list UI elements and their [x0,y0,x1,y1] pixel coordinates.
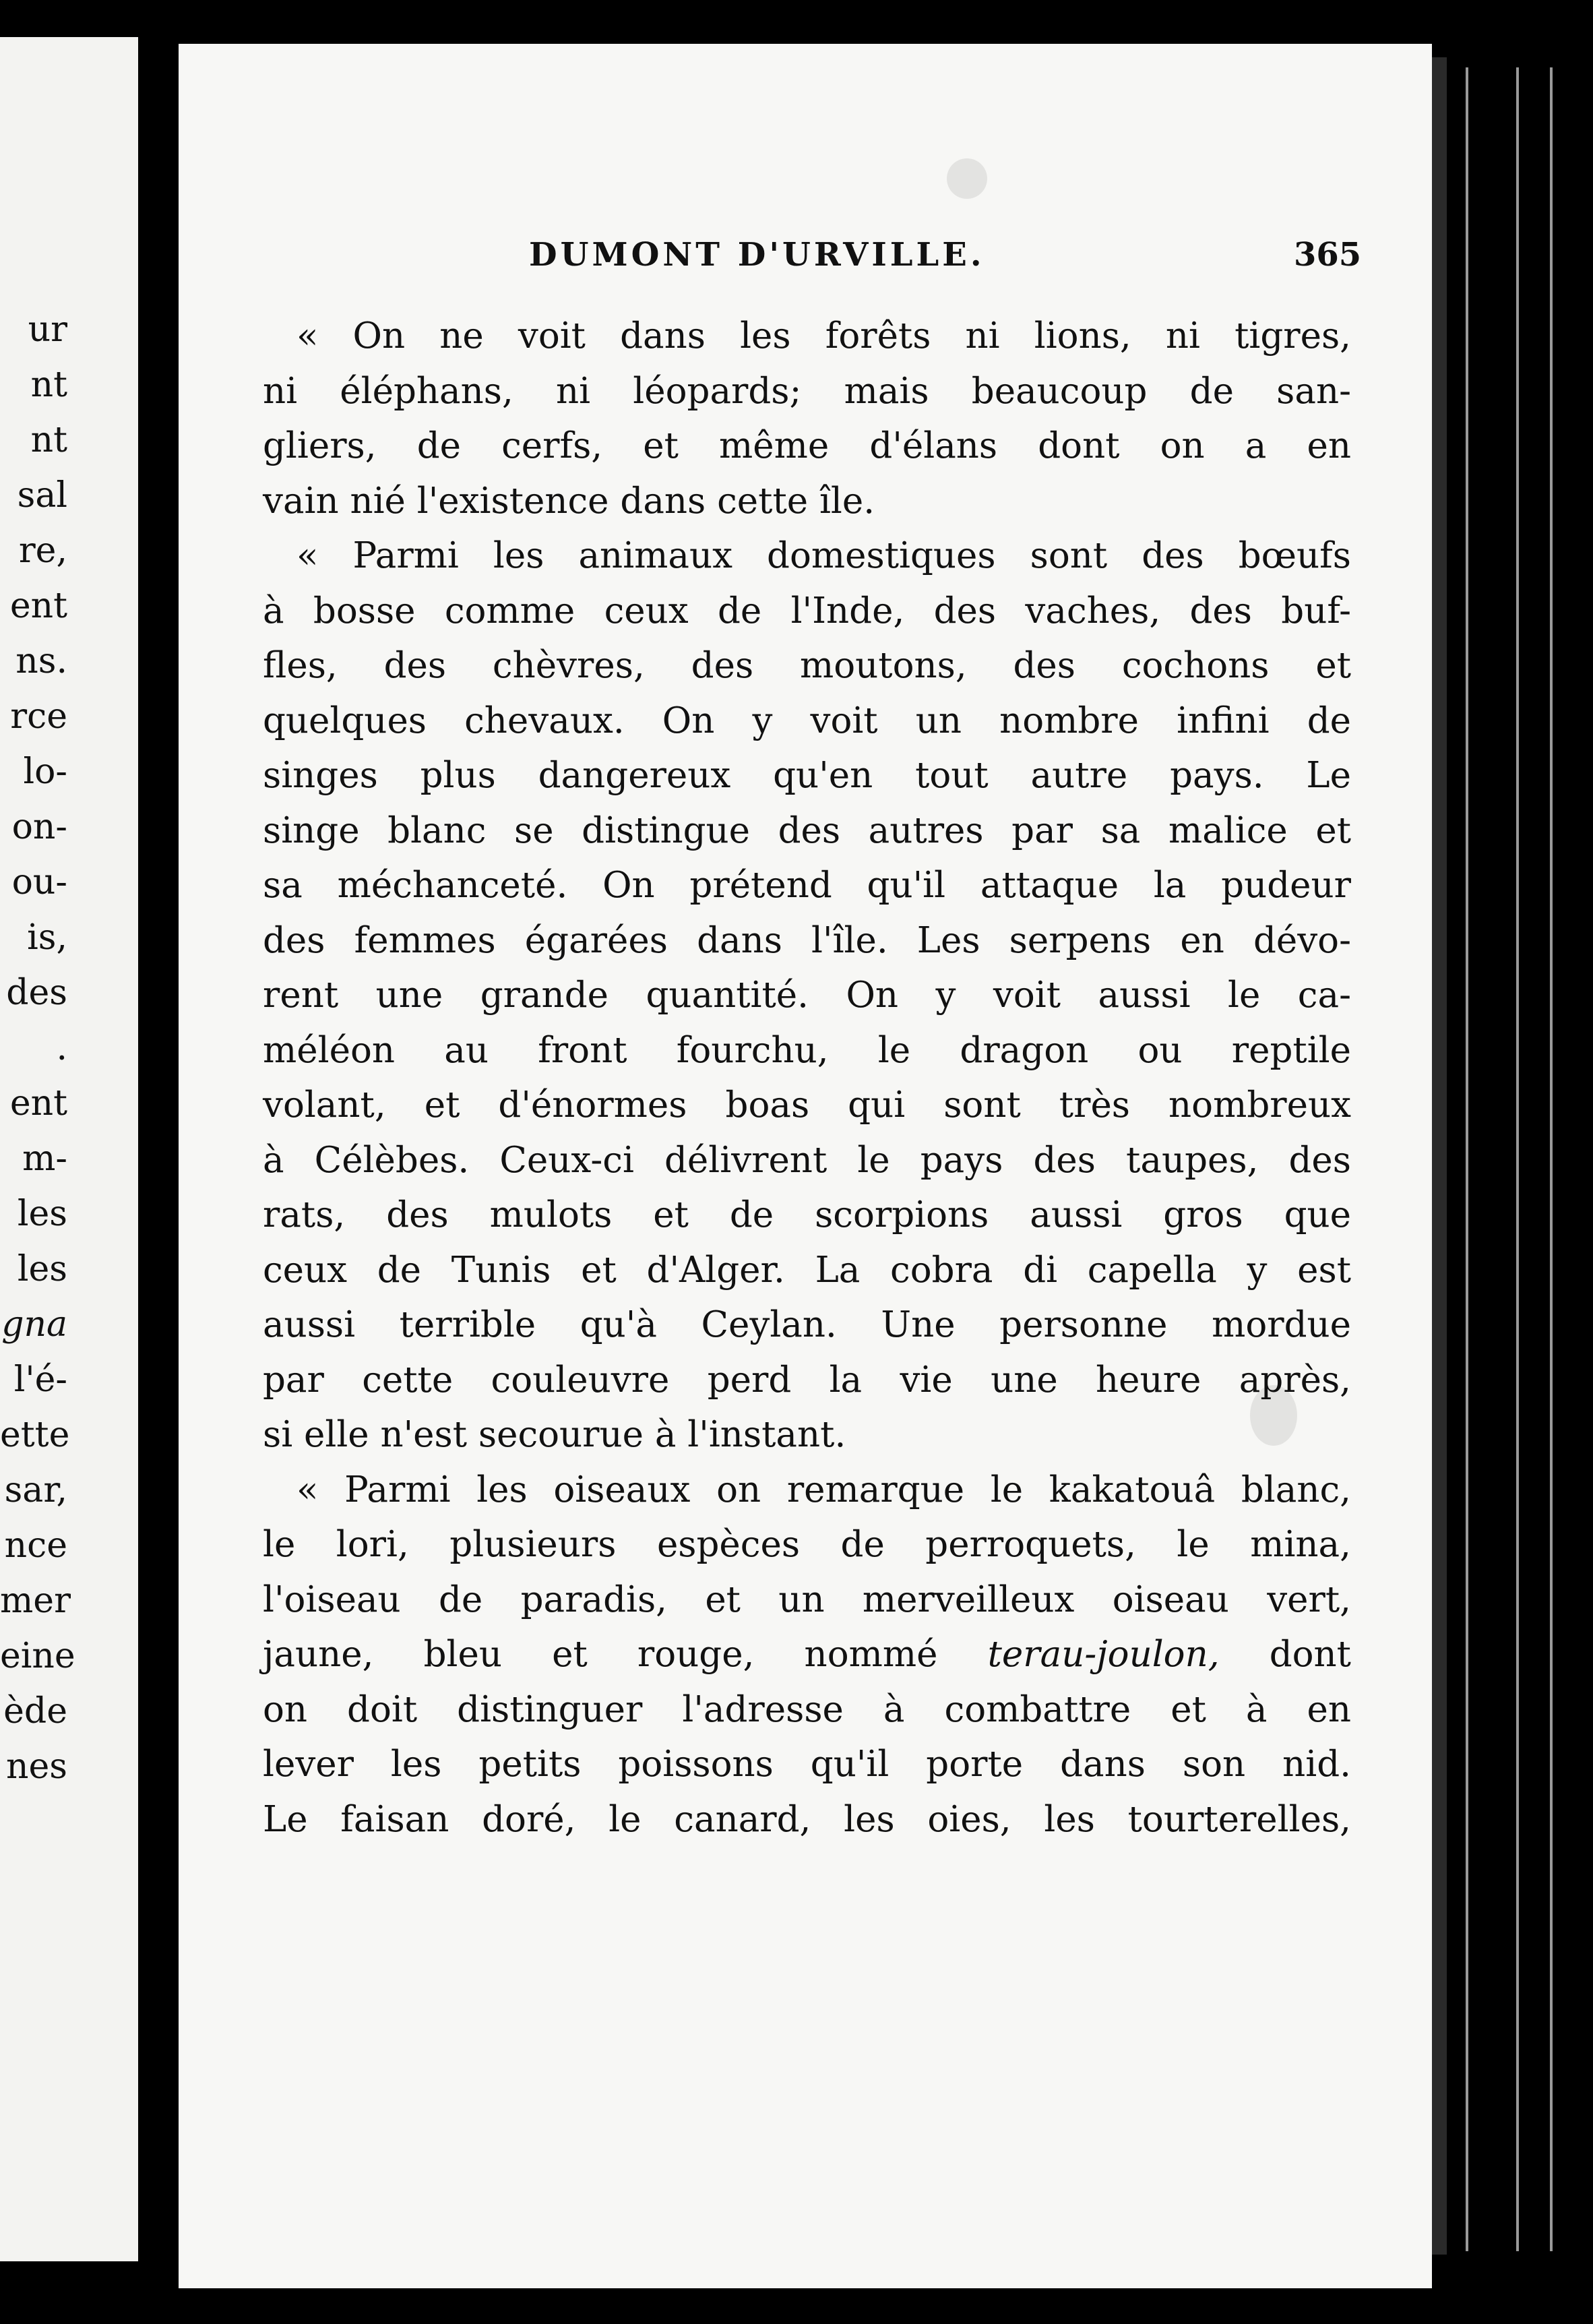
left-line: nce [4,1525,67,1566]
body-text [263,309,1351,1847]
left-line: sar, [4,1470,67,1510]
left-line: sal [17,475,67,516]
page-number: 365 [1294,236,1362,274]
text-line: rats, des mulots et de scorpions aussi gros que [263,1194,1351,1235]
text-line: singe blanc se distingue des autres par sa malice et [263,809,1351,851]
text-line: le lori, plusieurs espèces de perroquets, le mina, [263,1524,1351,1565]
left-line: lo- [23,752,67,792]
left-line: m- [22,1138,67,1179]
running-head-title: DUMONT D'URVILLE. [529,236,985,274]
text-line: « Parmi les animaux domestiques sont des bœufs [296,535,1351,576]
text-line: l'oiseau de paradis, et un merveilleux oiseau vert, [263,1579,1351,1620]
text-line: aussi terrible qu'à Ceylan. Une personne mordue [263,1304,1351,1345]
text-line: « Parmi les oiseaux on remarque le kakatouâ blanc, [296,1469,1351,1510]
left-line: les [17,1249,67,1289]
text-line: si elle n'est secourue à l'instant. [263,1414,846,1455]
text-line: des femmes égarées dans l'île. Les serpens en dévo- [263,919,1351,961]
left-line: nt [30,365,67,405]
text-line: fles, des chèvres, des moutons, des cochons et [263,645,1351,686]
left-line: l'é- [13,1359,67,1400]
text-line: vain nié l'existence dans cette île. [263,480,875,522]
left-line: ur [28,309,67,350]
text-line: méléon au front fourchu, le dragon ou reptile [263,1029,1351,1071]
left-page-line-fragments [0,302,75,1794]
text-line: à bosse comme ceux de l'Inde, des vaches, des buf- [263,590,1351,632]
text-line: ni éléphans, ni léopards; mais beaucoup de san- [263,370,1351,412]
text-line: quelques chevaux. On y voit un nombre infini de [263,700,1351,741]
left-line: ette [0,1415,70,1455]
left-line: ent [9,1083,67,1124]
running-header [179,236,1432,297]
text-line: par cette couleuvre perd la vie une heure après, [263,1359,1351,1401]
text-line: ceux de Tunis et d'Alger. La cobra di capella y est [263,1249,1351,1291]
left-line: on- [11,807,67,847]
left-line: is, [27,917,67,958]
text-line: rent une grande quantité. On y voit aussi le ca- [263,975,1351,1016]
page-edge-strip [1432,57,1447,2255]
left-line: ède [3,1691,67,1732]
text-line: gliers, de cerfs, et même d'élans dont on a en [263,425,1351,466]
left-line: mer [0,1581,71,1621]
left-line: gna [1,1304,67,1345]
page-edge-line [1466,67,1468,2251]
left-line: ent [9,586,67,626]
left-line: . [56,1028,67,1068]
right-page [179,44,1432,2288]
text-line [263,1627,1351,1682]
text-line: volant, et d'énormes boas qui sont très nombreux [263,1084,1351,1126]
left-line: re, [18,530,67,571]
text-line: Le faisan doré, le canard, les oies, les tourterelles, [263,1798,1351,1840]
text-line: on doit distinguer l'adresse à combattre et à en [263,1688,1351,1730]
left-line: les [17,1194,67,1234]
text-line: à Célèbes. Ceux-ci délivrent le pays des taupes, des [263,1139,1351,1181]
left-line: des [6,973,67,1013]
page-edge-line [1516,67,1519,2251]
italic-bird-name: terau-joulon, [987,1634,1220,1675]
left-line: nt [30,420,67,460]
paper-smudge [947,158,987,199]
left-line: nes [6,1746,67,1787]
text-line: « On ne voit dans les forêts ni lions, ni tigres, [296,315,1351,357]
left-line: eine [0,1636,75,1676]
book-gutter [138,37,179,2261]
text-line: sa méchanceté. On prétend qu'il attaque la pudeur [263,865,1351,906]
text-line: lever les petits poissons qu'il porte dans son nid. [263,1744,1351,1785]
text-line: singes plus dangereux qu'en tout autre pays. Le [263,755,1351,796]
text-segment: jaune, bleu et rouge, nommé [263,1634,938,1675]
left-line: ns. [15,641,67,681]
left-line: rce [10,696,67,737]
page-edge-line [1550,67,1553,2251]
left-line: ou- [11,862,67,903]
left-facing-page [0,37,138,2261]
text-segment: dont [1269,1634,1351,1675]
